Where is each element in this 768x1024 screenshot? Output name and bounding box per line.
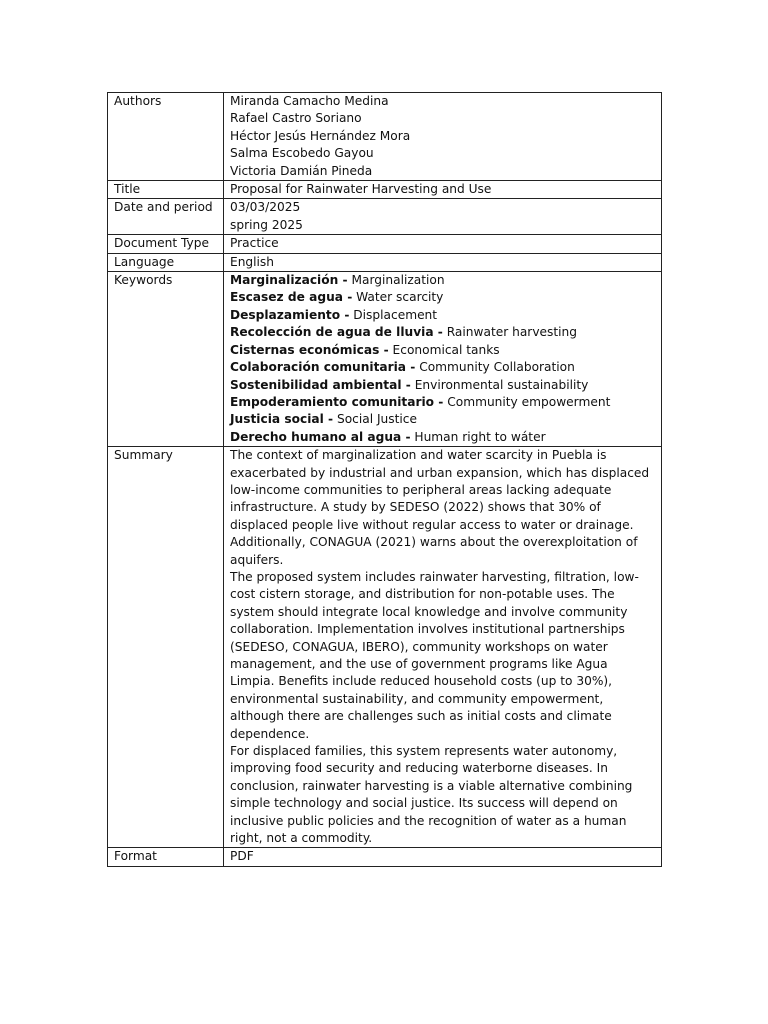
keyword-english: Environmental sustainability <box>414 377 589 392</box>
date-value: 03/03/2025 <box>230 200 301 215</box>
author-name: Miranda Camacho Medina <box>230 94 389 108</box>
keyword-english: Marginalization <box>351 273 445 288</box>
title-row <box>108 181 662 199</box>
keywords-value <box>224 272 662 447</box>
title-label: Title <box>108 181 224 199</box>
period-value: spring 2025 <box>230 217 303 232</box>
keyword-spanish: Sostenibilidad ambiental - <box>230 377 411 392</box>
date-period-label: Date and period <box>108 199 224 235</box>
summary-paragraph: The proposed system includes rainwater harvesting, filtration, low-cost cistern storage, and distribution for non-potable uses. The system should integrate local knowledge and involve community collaboration. Implementation involves institutional partnerships (SEDESO, CONAGUA, IBERO), community workshops on water management, and the use of government programs like Agua Limpia. Benefits include reduced household costs (up to 30%), environmental sustainability, and community empowerment, although there are challenges such as initial costs and climate dependence. <box>230 569 639 741</box>
author-name: Rafael Castro Soriano <box>230 111 362 126</box>
keyword-item <box>230 411 655 428</box>
keyword-spanish: Cisternas económicas - <box>230 342 389 357</box>
document-type-label: Document Type <box>108 235 224 253</box>
keyword-spanish: Marginalización - <box>230 273 348 288</box>
keyword-spanish: Justicia social - <box>230 412 334 427</box>
keyword-spanish: Derecho humano al agua - <box>230 429 411 444</box>
keyword-spanish: Colaboración comunitaria - <box>230 360 416 375</box>
keyword-english: Water scarcity <box>356 290 444 305</box>
keyword-item <box>230 272 655 289</box>
keyword-item <box>230 324 655 341</box>
keywords-label: Keywords <box>108 272 224 447</box>
keyword-item <box>230 342 655 359</box>
date-period-row <box>108 199 662 235</box>
document-type-row <box>108 235 662 253</box>
author-name: Salma Escobedo Gayou <box>230 146 374 161</box>
author-name: Victoria Damián Pineda <box>230 163 373 178</box>
keyword-english: Displacement <box>353 307 438 322</box>
summary-value <box>224 447 662 848</box>
summary-paragraph: For displaced families, this system represents water autonomy, improving food security and reducing waterborne diseases. In conclusion, rainwater harvesting is a viable alternative combining simple technology and social justice. Its success will depend on inclusive public policies and the recognition of water as a human right, not a commodity. <box>230 744 633 846</box>
authors-label: Authors <box>108 93 224 181</box>
keyword-item <box>230 307 655 324</box>
date-period-value <box>224 199 662 235</box>
keyword-spanish: Recolección de agua de lluvia - <box>230 325 443 340</box>
authors-value <box>224 93 662 181</box>
keyword-item <box>230 429 655 446</box>
title-value: Proposal for Rainwater Harvesting and Use <box>224 181 662 199</box>
keyword-english: Community empowerment <box>447 394 611 409</box>
format-row <box>108 848 662 866</box>
format-label: Format <box>108 848 224 866</box>
language-label: Language <box>108 253 224 271</box>
summary-paragraph: The context of marginalization and water scarcity in Puebla is exacerbated by industrial and urban expansion, which has displaced low-income communities to peripheral areas lacking adequate infrastructure. A study by SEDESO (2022) shows that 30% of displaced people live without regular access to water or drainage. Additionally, CONAGUA (2021) warns about the overexploitation of aquifers. <box>230 448 650 567</box>
keyword-spanish: Desplazamiento - <box>230 307 350 322</box>
keyword-english: Rainwater harvesting <box>446 325 577 340</box>
keyword-item <box>230 289 655 306</box>
author-name: Héctor Jesús Hernández Mora <box>230 128 411 143</box>
keyword-item <box>230 394 655 411</box>
summary-label: Summary <box>108 447 224 848</box>
keywords-row <box>108 272 662 447</box>
keyword-english: Economical tanks <box>392 342 500 357</box>
authors-row <box>108 93 662 181</box>
metadata-table <box>107 92 662 867</box>
keyword-english: Community Collaboration <box>419 360 575 375</box>
keyword-spanish: Empoderamiento comunitario - <box>230 394 444 409</box>
language-row <box>108 253 662 271</box>
document-type-value: Practice <box>224 235 662 253</box>
keyword-spanish: Escasez de agua - <box>230 290 353 305</box>
keyword-item <box>230 359 655 376</box>
keyword-english: Social Justice <box>336 412 417 427</box>
keyword-english: Human right to wáter <box>414 429 546 444</box>
language-value: English <box>224 253 662 271</box>
format-value: PDF <box>224 848 662 866</box>
keyword-item <box>230 377 655 394</box>
summary-row <box>108 447 662 848</box>
